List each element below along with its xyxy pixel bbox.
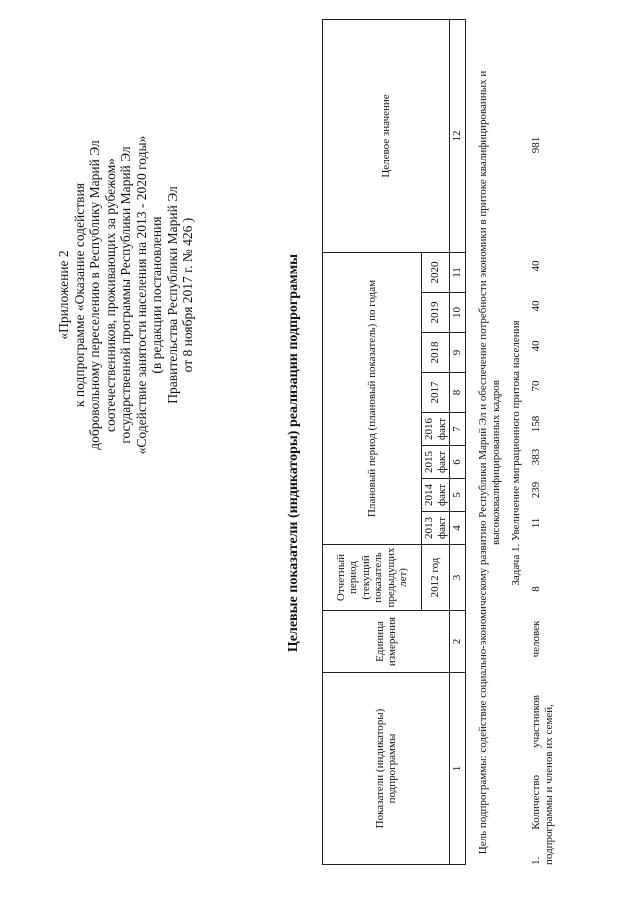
col-number: 6 [449,445,465,478]
column-number-row [449,19,465,864]
appendix-line: «Приложение 2 [55,249,71,340]
year-2016: 2016 факт [421,412,449,445]
appendix-line: соотечественников, проживающих за рубежом» [102,157,117,432]
indicator-value-2016: 158 [529,415,542,432]
indicator-value-2014: 239 [529,481,542,498]
indicator-unit: человек [529,620,542,657]
task-heading: Задача 1. Увеличение миграционного притока населения [509,319,522,586]
col-number: 7 [449,412,465,445]
col-number: 1 [449,672,465,864]
col-number: 8 [449,372,465,412]
indicator-value-2020: 40 [529,260,542,271]
col-number: 2 [449,610,465,672]
col-number: 9 [449,332,465,372]
indicator-value-2019: 40 [529,300,542,311]
appendix-line: добровольному переселению в Республику Марий Эл [86,139,102,450]
header-report-period: Отчетный период (текущий показатель предыдущих лет) [322,544,421,610]
col-number: 4 [449,511,465,544]
appendix-line: Правительства Республики Марий Эл [164,185,179,404]
indicator-value-2013: 11 [529,517,542,528]
col-number: 3 [449,544,465,610]
year-2018: 2018 [421,332,449,372]
rotated-sheet [40,23,600,883]
appendix-line: государственной программы Республики Марий Эл [117,145,133,444]
indicator-value-2018: 40 [529,340,542,351]
header-plan-period: Плановый период (плановый показатель) по годам [322,252,421,544]
year-2014: 2014 факт [421,478,449,511]
col-number: 5 [449,478,465,511]
header-report-year: 2012 год [421,544,449,610]
appendix-header [56,95,196,495]
table-header-row [322,19,421,864]
appendix-line: (в редакции постановления [148,215,164,374]
program-goal: Цель подпрограммы: содействие социально-экономическому развитию Республики Марий Эл и обеспечение потребности экономики в притоке квалифицированных и высококвалифицированных кадров [476,70,502,854]
appendix-line: к подпрограмме «Оказание содействия [71,182,86,407]
year-2015: 2015 факт [421,445,449,478]
document-title: Целевые показатели (индикаторы) реализации подпрограммы [285,253,301,652]
col-number: 11 [449,252,465,292]
appendix-line: «Содействие занятости населения на 2013 - 2020 годы» [133,135,148,454]
header-target: Целевое значение [322,19,449,252]
appendix-line: от 8 ноября 2017 г. № 426 ) [179,217,195,372]
indicator-name: 1. Количество участников подпрограммы и членов их семей, [529,694,555,865]
year-2020: 2020 [421,252,449,292]
indicator-value-2017: 70 [529,380,542,391]
indicators-table [322,18,466,864]
indicator-value-2015: 383 [529,448,542,465]
year-2017: 2017 [421,372,449,412]
indicator-value-2012: 8 [529,585,542,592]
col-number: 12 [449,19,465,252]
year-2013: 2013 факт [421,511,449,544]
col-number: 10 [449,292,465,332]
indicator-target-value: 981 [529,136,542,153]
header-indicator: Показатели (индикаторы) подпрограммы [322,672,449,864]
year-2019: 2019 [421,292,449,332]
header-unit: Единица измерения [322,610,449,672]
